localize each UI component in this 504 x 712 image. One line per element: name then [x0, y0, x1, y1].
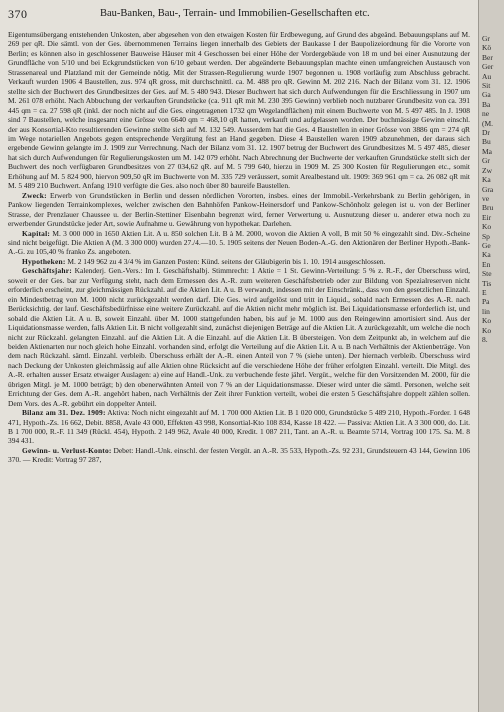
edge-fragment: Ga	[482, 90, 491, 100]
paragraph-kapital	[8, 229, 470, 257]
paragraph-gewinn-verlust	[8, 446, 470, 465]
paragraph-label: Bilanz am 31. Dez. 1909:	[22, 408, 106, 418]
edge-fragment: ne	[482, 109, 490, 119]
edge-fragment: Dr	[482, 128, 490, 138]
edge-fragment: Bu	[482, 137, 491, 147]
edge-fragment: Ba	[482, 99, 491, 109]
edge-fragment: 8.	[482, 335, 488, 344]
paragraph-label: Geschäftsjahr:	[22, 266, 72, 276]
paragraph-text: Erwerb von Grundstücken in Berlin und dessen nördlichen Vororten, insbes. eines der Immobil.-Verkehrsbank zu Berlin gehörigen, in Pankow liegenden Terrainkomplexes, welcher zwischen den Bahnhöfen Pankow-Heinersdorf und Pankow-Schönholz gelegen ist u. von der Berliner Strasse, der Prenzlauer Chaussee u. der Berlin-Stettiner Eisenbahn begrenzt wird, ferner Verwertung u. Ausnutzung dieser u. anderer etwa noch zu erwerbender Grundstücke jeder Art, sowie Aufnahme u. Gewährung von hypothekar. Darlehen.	[8, 190, 470, 229]
edge-fragment: (M.	[482, 118, 494, 128]
edge-fragment: Ger	[482, 62, 494, 72]
edge-fragment: Sp	[482, 231, 490, 241]
edge-fragment: Ber	[482, 52, 493, 62]
paragraph-text: M. 3 000 000 in 1650 Aktien Lit. A u. 850 solchen Lit. B à M. 2000, wovon die Aktien A voll, B mit 50 % eingezahlt sind. Div.-Scheine sind nicht beigefügt. Die Aktien A (M. 3 300 000) wurden 27./4.—10. 5. 1905 seitens der Neuen Boden-A.-G. den Aktionären der Berliner Hypoth.-Bank-A.-G. zu 105,40 % franko Zs. angeboten.	[8, 228, 471, 257]
paragraph-hypotheken	[8, 257, 470, 266]
edge-fragment: Ko	[482, 222, 492, 232]
page-header	[8, 7, 470, 23]
paragraph-intro	[8, 30, 470, 191]
edge-fragment: Pa	[482, 297, 490, 307]
paragraph-text: Debet: Handl.-Unk. einschl. der festen Vergüt. an A.-R. 35 533, Hypoth.-Zs. 92 231, Grundsteuern 43 144, Gewinn 106 370. — Kredit: Vortrag 97 287,	[8, 445, 471, 465]
edge-fragment: Au	[482, 71, 492, 81]
body-text	[8, 30, 470, 465]
paragraph-label: Kapital:	[22, 228, 51, 238]
edge-fragment: Gr	[482, 156, 490, 166]
paragraph-zweck	[8, 191, 470, 229]
edge-fragment: E	[482, 287, 487, 297]
running-title: Bau-Banken, Bau-, Terrain- und Immobilien-Gesellschaften etc.	[100, 8, 370, 19]
edge-fragment: Ma	[482, 146, 492, 156]
adjacent-page-edge	[478, 0, 504, 712]
paragraph-geschaeftsjahr	[8, 266, 470, 408]
edge-fragment: Bru	[482, 203, 494, 213]
paragraph-label: Gewinn- u. Verlust-Konto:	[22, 445, 112, 455]
paragraph-bilanz	[8, 408, 470, 446]
edge-fragment: Ka	[482, 250, 491, 260]
page-number: 370	[8, 7, 28, 21]
edge-fragment: Gr	[482, 34, 490, 43]
edge-fragment: Zw	[482, 165, 492, 175]
paragraph-label: Hypotheken:	[22, 256, 66, 266]
edge-fragment: Sit	[482, 81, 491, 91]
paragraph-text: Eigentumsübergang entstehenden Unkosten, aber abgesehen von den etwaigen Kosten für Erdbewegung, auf Grund des abgeänd. Bebauungsplans auf M. 269 per qR. Die sämtl. von der Ges. übernommenen Terrains liegen innerhalb des Gebiets der Baukasse I der Baupolizeiordnung für die Vororte von Berlin; es können also in geschlossener Bauweise Häuser mit 4 Geschossen bei einer Höhe der Vordergebäude von 18 m und bei einer Ausnutzung der Grundfläche von 5/10 und bei Eckgrundstücken von 6/10 gebaut werden. Der abgeänderte Bebauungsplan machte einen umfangreichen Austausch von Strassenareal und Platzland mit der Gemeinde nötig. Mit der Strassen-Regulierung wurde 1907 begonnen u. 1908 vorläufig zum Abschluss gebracht. Verkauft wurden 1906 4 Baustellen, zus. 974 qR gross, mit durchschnittl. ca. M. 488 pro qR. Gewinn M. 202 216. Nach der Bilanz vom 31. 12. 1906 stellte sich der Buchwert des Grundbesitzes der Ges. auf M. 5 480 943. Dieser Buchwert hat sich durch Aufwendungen für die Erschliessung in 1907 um M. 261 078 erhöht. Nach Abbuchung der verkauften Grundstücke (ca. 911 qR mit M. 230 395 Gewinn) verblieb noch nutzbarer Grundbesitz von ca. 391 445 qm = ca. 27 598 qR (inkl. der noch nicht auf die Ges. eingetragenen 1732 qm Wegelandflächen) mit einem Buchwerte von M. 5 497 485. In J. 1908 sind 7 Baustellen, welche insgesamt eine Grösse von 6640 qm = 468,10 qR hatten, verkauft und aufgelassen worden. Der buchmässige Gewinn einschl. der aus Konsortial-Kto resultierenden Gewinne stellte sich auf M. 132 549. Ausserdem hat die Ges. 4 Baustellen in einer Grösse von 3886 qm = 274 qR im Wege notariellen Angebots gegen entsprechende Vergütung fest an Hand gegeben. Diese 4 Baustellen waren 1909 abzunehmen, der daraus sich ergebende Gewinn gelangte im J. 1909 zur Verrechnung. Nach der Bilanz vom 31. 12. 1907 betrug der Buchwert des Grundbesitzes M. 5 497 485, dieser hat sich durch Aufwendungen für Regulierungskosten um M. 142 079 erhöht. Nach Abrechnung der Buchwerte der verkauften Grundstücke stellt sich der Buchwert des noch verfügbaren Grundbesitzes von 27 034,62 qR. auf M. 5 799 640, hierzu in 1909 M. 25 300 Kosten für Regulierungen etc., somit Erhöhung auf M. 5 824 900, hiervon 909,50 qR im Buchwerte von M. 335 729 veräussert, somit Arealbestand ult. 1909: 369 961 qm = ca. 26 082 qR mit M. 5 489 210 Buchwert. Anfang 1910 verfügte die Ges. also noch über 80 baureife Baustellen.	[8, 30, 470, 191]
paragraph-text: Aktiva: Noch nicht eingezahlt auf M. 1 700 000 Aktien Lit. B 1 020 000, Grundstücke 5 489 210, Hypoth.-Forder. 1 648 471, Hypoth.-Zs. 16 662, Debit. 8858, Avale 43 000, Effekten 43 998, Konsortial-Kto 108 834, Kasse 18 422. — Passiva: Aktien Lit. A 3 300 000, do. Lit. B 1 700 000, R.-F. 11 349 (Rückl. 454), Hypoth. 2 149 962, Avale 40 000, Kredit. 1 087 211, Tant. an A.-R. u. Beamte 5714, Vortrag 100 175. Sa. M. 8 394 431.	[8, 408, 471, 446]
edge-fragment: Ko	[482, 325, 492, 335]
edge-fragment: ve	[482, 193, 490, 203]
paragraph-text: M. 2 149 962 zu 4 3/4 % im Ganzen Posten: Künd. seitens der Gläubigerin bis 1. 10. 1914 ausgeschlossen.	[67, 256, 386, 266]
paragraph-label: Zweck:	[22, 190, 47, 200]
edge-fragment: Ko	[482, 316, 492, 326]
edge-fragment: Ste	[482, 269, 492, 279]
edge-fragment: Gra	[482, 184, 494, 194]
edge-fragment: Kö	[482, 43, 492, 53]
edge-fragment: lin	[482, 306, 490, 316]
edge-fragment: Eir	[482, 212, 492, 222]
edge-fragment: Ge	[482, 240, 491, 250]
edge-fragment: Tis	[482, 278, 492, 288]
edge-fragments	[479, 34, 504, 344]
paragraph-text: Kalenderj. Gen.-Vers.: Im I. Geschäftshalbj. Stimmrecht: 1 Aktie = 1 St. Gewinn-Verteilung: 5 % z. R.-F., der Überschuss wird, soweit er der Ges. bar zur Verfügung steht, nach dem Ermessen des A.-R. zum weiteren Geschäftsbetrieb oder zur Bildung von Spezialreserven nicht erforderlich erscheint, zur gleichmässigen Rückzahl. auf die Aktien Lit. A u. B verwandt, indessen mit der Einschränk., dass von den gesetzlichen Einzahl. ein Mindestbetrag von M. 1000 nicht zurückgezahlt werden darf. Die Ges. wird aufgelöst und tritt in Liquid., sobald nach Ermessen des A.-R. nach Berücksichtig. der lauf. Geschäftsbedürfnisse eine weitere Zurückzahl. auf die Aktien nicht mehr möglich ist. Bei Liquidationsmasse erforderlich ist, und sobald die Aktien Lit. A u. B, soweit Einzahl. über M. 1000 stattgefunden haben, bis auf je M. 1000 aus den Reingewinn amortisiert sind. Aus der Liquidationsmasse werden, falls Aktien Lit. B nicht vollgezahlt sind, zunächst diejenigen Beträge auf die Aktien Lit. A zurückgezahlt, um welche die noch nicht zur Rückzahl. gelangten Einzahl. auf die Aktien Lit. A die Einzahl. auf die Aktien Lit. B übersteigen. Von dem Zeitpunkt ab, in welchem auf die beiden Aktienarten nur noch gleich hohe Einzahl. vorhanden sind, erfolgt die Verteilung auf die Aktien Lit. A u. B nach Verhältnis der Aktienbeträge. Von dem nach Rückzahl. sämtl. Einzahl. verbleib. Überschuss erhält der A.-R. einen Anteil von 7 % (siehe unten). Der hiernach verbleib. Überschuss wird nach Deckung der Unkosten gleichmässig auf alle Aktien ohne Rücksicht auf die verschiedene Höhe der früher erfolgten Einzahl. verteilt. Die Mitgl. des A.-R. erhalten ausser Ersatz etwaiger Auslagen: a) eine auf Handl.-Unk. zu verbuchende feste jährl. Vergüt., welche für den Vorsitzenden M. 2000, für die übrigen Mitgl. je M. 1000 beträgt; b) den obenerwähnten Anteil von 7 % an der Liquidationsmasse. Dieser wird unter die sämtl. Personen, welche seit Errichtung der Ges. dem A.-R. angehört haben, nach Verhältnis der Zeit ihrer Funktion verteilt, wobei die ersten 5 Geschäftsjahre doppelt zählen sollen. Dem Vors. des A.-R. gebührt ein doppelter Anteil.	[8, 266, 471, 408]
edge-fragment: En	[482, 259, 491, 269]
edge-fragment: Ka	[482, 175, 491, 185]
